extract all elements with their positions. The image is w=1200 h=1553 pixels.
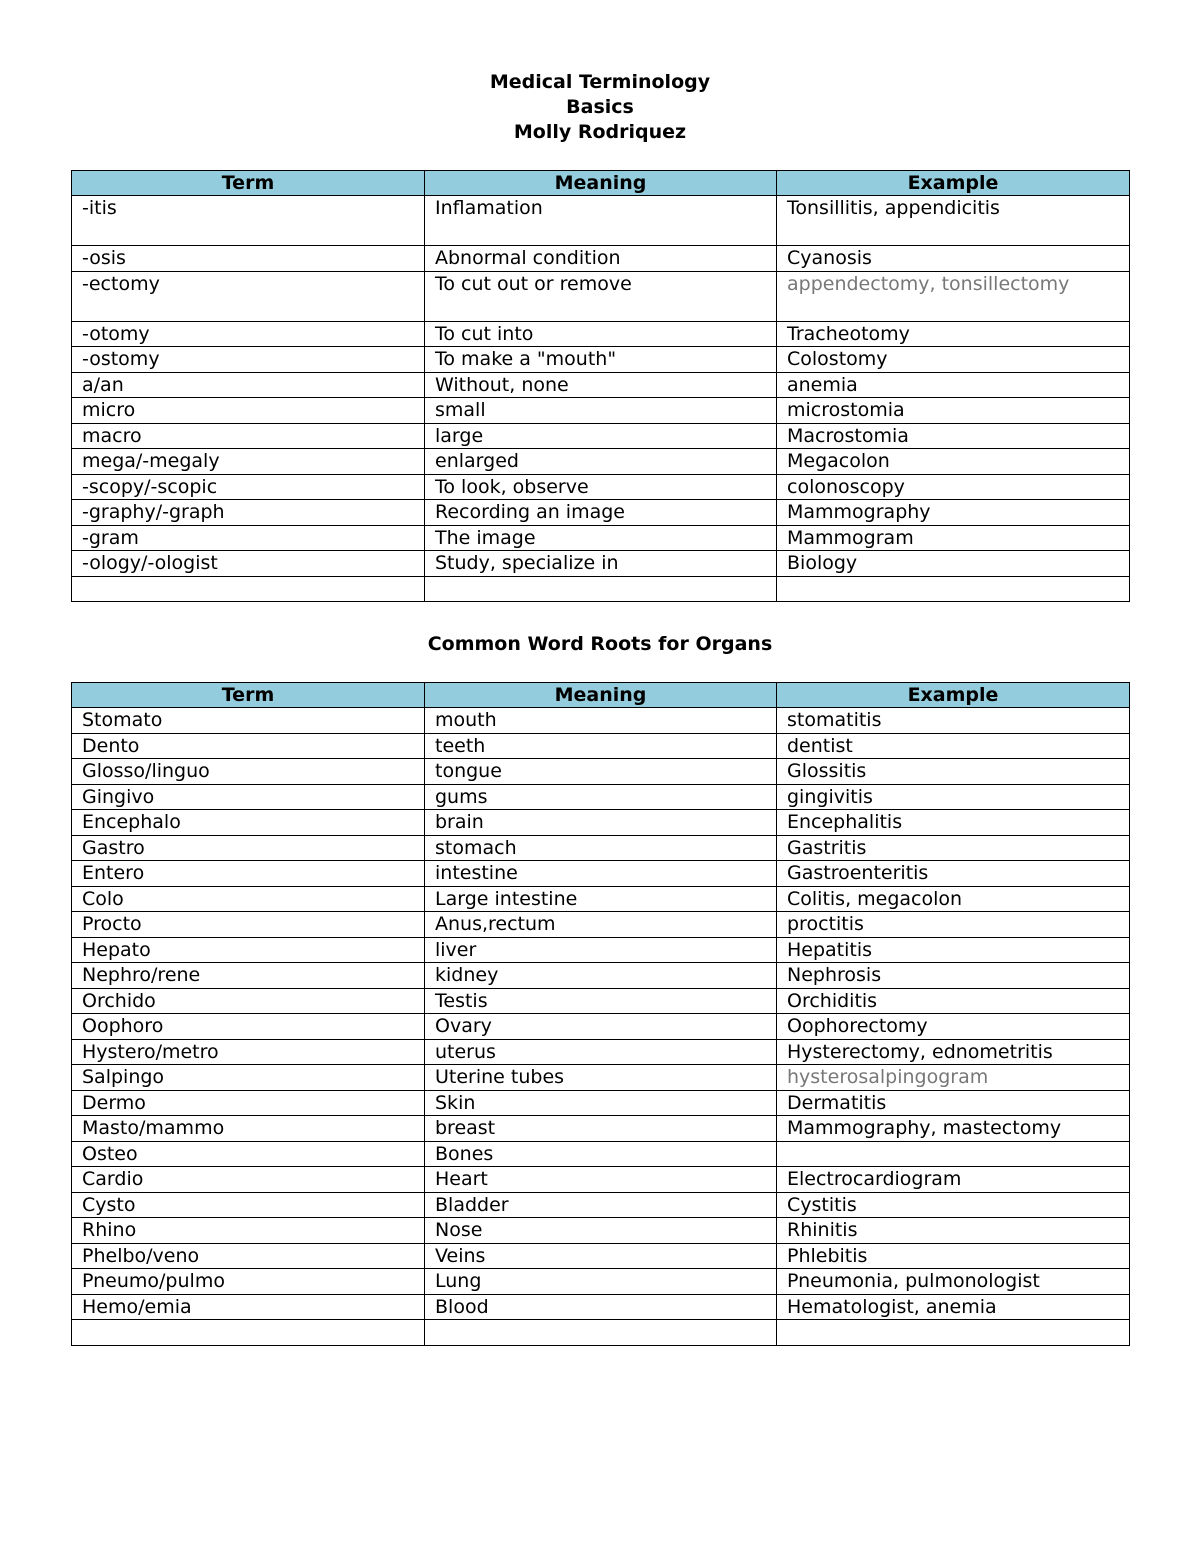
term-cell: -ectomy <box>72 271 425 321</box>
meaning-cell: Nose <box>425 1218 777 1244</box>
example-cell: hysterosalpingogram <box>777 1065 1130 1091</box>
document-title <box>0 70 1200 145</box>
term-cell: Stomato <box>72 708 425 734</box>
term-cell <box>72 576 425 602</box>
table-row <box>72 1243 1130 1269</box>
table-row <box>72 937 1130 963</box>
table-row <box>72 1014 1130 1040</box>
meaning-cell: Without, none <box>425 372 777 398</box>
term-cell: -otomy <box>72 321 425 347</box>
table-row <box>72 347 1130 373</box>
example-cell: Hysterectomy, ednometritis <box>777 1039 1130 1065</box>
meaning-cell: Inflamation <box>425 196 777 246</box>
example-cell: Biology <box>777 551 1130 577</box>
term-cell: Colo <box>72 886 425 912</box>
example-cell: Cyanosis <box>777 246 1130 272</box>
example-cell: Gastritis <box>777 835 1130 861</box>
term-cell: Dento <box>72 733 425 759</box>
meaning-cell: gums <box>425 784 777 810</box>
meaning-cell: The image <box>425 525 777 551</box>
term-cell: a/an <box>72 372 425 398</box>
term-cell: Orchido <box>72 988 425 1014</box>
example-cell: Colitis, megacolon <box>777 886 1130 912</box>
terminology-table <box>71 170 1130 602</box>
meaning-cell: Uterine tubes <box>425 1065 777 1091</box>
meaning-cell: To look, observe <box>425 474 777 500</box>
term-cell: -graphy/-graph <box>72 500 425 526</box>
meaning-cell: Anus,rectum <box>425 912 777 938</box>
example-cell: anemia <box>777 372 1130 398</box>
example-cell <box>777 576 1130 602</box>
example-cell: proctitis <box>777 912 1130 938</box>
term-cell: -gram <box>72 525 425 551</box>
table-row <box>72 576 1130 602</box>
organ-roots-table <box>71 682 1130 1346</box>
example-cell: Hepatitis <box>777 937 1130 963</box>
example-cell: Tonsillitis, appendicitis <box>777 196 1130 246</box>
meaning-cell: mouth <box>425 708 777 734</box>
meaning-cell: Lung <box>425 1269 777 1295</box>
meaning-cell: Veins <box>425 1243 777 1269</box>
example-cell: Tracheotomy <box>777 321 1130 347</box>
term-cell: Hemo/emia <box>72 1294 425 1320</box>
term-cell: Oophoro <box>72 1014 425 1040</box>
term-cell: Masto/mammo <box>72 1116 425 1142</box>
term-cell: -ology/-ologist <box>72 551 425 577</box>
example-cell: Macrostomia <box>777 423 1130 449</box>
meaning-cell: To cut out or remove <box>425 271 777 321</box>
table-row <box>72 810 1130 836</box>
meaning-cell: Study, specialize in <box>425 551 777 577</box>
table-row <box>72 708 1130 734</box>
header-meaning: Meaning <box>425 683 777 708</box>
table-row <box>72 1090 1130 1116</box>
section-title-organs: Common Word Roots for Organs <box>427 633 773 655</box>
term-cell: Glosso/linguo <box>72 759 425 785</box>
example-cell: Rhinitis <box>777 1218 1130 1244</box>
meaning-cell: teeth <box>425 733 777 759</box>
meaning-cell: To cut into <box>425 321 777 347</box>
meaning-cell: kidney <box>425 963 777 989</box>
table-row <box>72 1065 1130 1091</box>
example-cell <box>777 1141 1130 1167</box>
meaning-cell: Heart <box>425 1167 777 1193</box>
table-row <box>72 835 1130 861</box>
example-cell: Glossitis <box>777 759 1130 785</box>
meaning-cell: tongue <box>425 759 777 785</box>
example-cell: microstomia <box>777 398 1130 424</box>
table-row <box>72 1192 1130 1218</box>
term-cell: Encephalo <box>72 810 425 836</box>
table-row <box>72 963 1130 989</box>
table-row <box>72 551 1130 577</box>
table-row <box>72 1167 1130 1193</box>
term-cell: Phelbo/veno <box>72 1243 425 1269</box>
table-header-row <box>72 171 1130 196</box>
term-cell: Procto <box>72 912 425 938</box>
header-term: Term <box>72 171 425 196</box>
term-cell: -ostomy <box>72 347 425 373</box>
meaning-cell: Ovary <box>425 1014 777 1040</box>
table-row <box>72 1294 1130 1320</box>
meaning-cell: stomach <box>425 835 777 861</box>
example-cell: Oophorectomy <box>777 1014 1130 1040</box>
table-row <box>72 246 1130 272</box>
term-cell: Nephro/rene <box>72 963 425 989</box>
table-row <box>72 449 1130 475</box>
term-cell: macro <box>72 423 425 449</box>
example-cell: dentist <box>777 733 1130 759</box>
table-row <box>72 912 1130 938</box>
table-row <box>72 988 1130 1014</box>
meaning-cell <box>425 1320 777 1346</box>
term-cell: Hystero/metro <box>72 1039 425 1065</box>
meaning-cell: uterus <box>425 1039 777 1065</box>
meaning-cell: Blood <box>425 1294 777 1320</box>
term-cell: Hepato <box>72 937 425 963</box>
meaning-cell: Testis <box>425 988 777 1014</box>
header-meaning: Meaning <box>425 171 777 196</box>
example-cell: Cystitis <box>777 1192 1130 1218</box>
example-cell: appendectomy, tonsillectomy <box>777 271 1130 321</box>
example-cell: Encephalitis <box>777 810 1130 836</box>
meaning-cell: enlarged <box>425 449 777 475</box>
example-cell: Dermatitis <box>777 1090 1130 1116</box>
meaning-cell: To make a "mouth" <box>425 347 777 373</box>
example-cell: Gastroenteritis <box>777 861 1130 887</box>
meaning-cell: small <box>425 398 777 424</box>
table-row <box>72 733 1130 759</box>
example-cell: Pneumonia, pulmonologist <box>777 1269 1130 1295</box>
table-row <box>72 784 1130 810</box>
table-row <box>72 1218 1130 1244</box>
meaning-cell: Bladder <box>425 1192 777 1218</box>
example-cell: stomatitis <box>777 708 1130 734</box>
table-row <box>72 423 1130 449</box>
term-cell: -itis <box>72 196 425 246</box>
term-cell: Pneumo/pulmo <box>72 1269 425 1295</box>
term-cell: Gastro <box>72 835 425 861</box>
meaning-cell <box>425 576 777 602</box>
meaning-cell: Bones <box>425 1141 777 1167</box>
header-example: Example <box>777 171 1130 196</box>
meaning-cell: intestine <box>425 861 777 887</box>
example-cell: colonoscopy <box>777 474 1130 500</box>
term-cell <box>72 1320 425 1346</box>
table-row <box>72 1116 1130 1142</box>
table-row <box>72 321 1130 347</box>
meaning-cell: large <box>425 423 777 449</box>
table-row <box>72 886 1130 912</box>
meaning-cell: Skin <box>425 1090 777 1116</box>
table-row <box>72 1039 1130 1065</box>
table-row <box>72 525 1130 551</box>
term-cell: Osteo <box>72 1141 425 1167</box>
term-cell: -scopy/-scopic <box>72 474 425 500</box>
header-example: Example <box>777 683 1130 708</box>
term-cell: -osis <box>72 246 425 272</box>
author-name: Molly Rodriquez <box>513 121 687 143</box>
title-line-1: Medical Terminology <box>489 71 711 93</box>
example-cell: Orchiditis <box>777 988 1130 1014</box>
meaning-cell: brain <box>425 810 777 836</box>
table-row <box>72 1141 1130 1167</box>
table-row <box>72 500 1130 526</box>
example-cell: Electrocardiogram <box>777 1167 1130 1193</box>
term-cell: micro <box>72 398 425 424</box>
term-cell: mega/-megaly <box>72 449 425 475</box>
meaning-cell: Large intestine <box>425 886 777 912</box>
term-cell: Dermo <box>72 1090 425 1116</box>
example-cell: Colostomy <box>777 347 1130 373</box>
table-row <box>72 196 1130 246</box>
term-cell: Cysto <box>72 1192 425 1218</box>
example-cell: Mammography, mastectomy <box>777 1116 1130 1142</box>
example-cell: Megacolon <box>777 449 1130 475</box>
meaning-cell: liver <box>425 937 777 963</box>
meaning-cell: Abnormal condition <box>425 246 777 272</box>
header-term: Term <box>72 683 425 708</box>
term-cell: Rhino <box>72 1218 425 1244</box>
example-cell: Mammography <box>777 500 1130 526</box>
example-cell: Nephrosis <box>777 963 1130 989</box>
table-row <box>72 1320 1130 1346</box>
table-row <box>72 372 1130 398</box>
table-row <box>72 398 1130 424</box>
term-cell: Salpingo <box>72 1065 425 1091</box>
example-cell: Hematologist, anemia <box>777 1294 1130 1320</box>
table-row <box>72 861 1130 887</box>
table-row <box>72 271 1130 321</box>
example-cell <box>777 1320 1130 1346</box>
term-cell: Cardio <box>72 1167 425 1193</box>
meaning-cell: Recording an image <box>425 500 777 526</box>
table-header-row <box>72 683 1130 708</box>
table-row <box>72 1269 1130 1295</box>
title-line-2: Basics <box>566 96 634 118</box>
example-cell: gingivitis <box>777 784 1130 810</box>
example-cell: Mammogram <box>777 525 1130 551</box>
term-cell: Entero <box>72 861 425 887</box>
meaning-cell: breast <box>425 1116 777 1142</box>
table-row <box>72 474 1130 500</box>
term-cell: Gingivo <box>72 784 425 810</box>
example-cell: Phlebitis <box>777 1243 1130 1269</box>
table-row <box>72 759 1130 785</box>
